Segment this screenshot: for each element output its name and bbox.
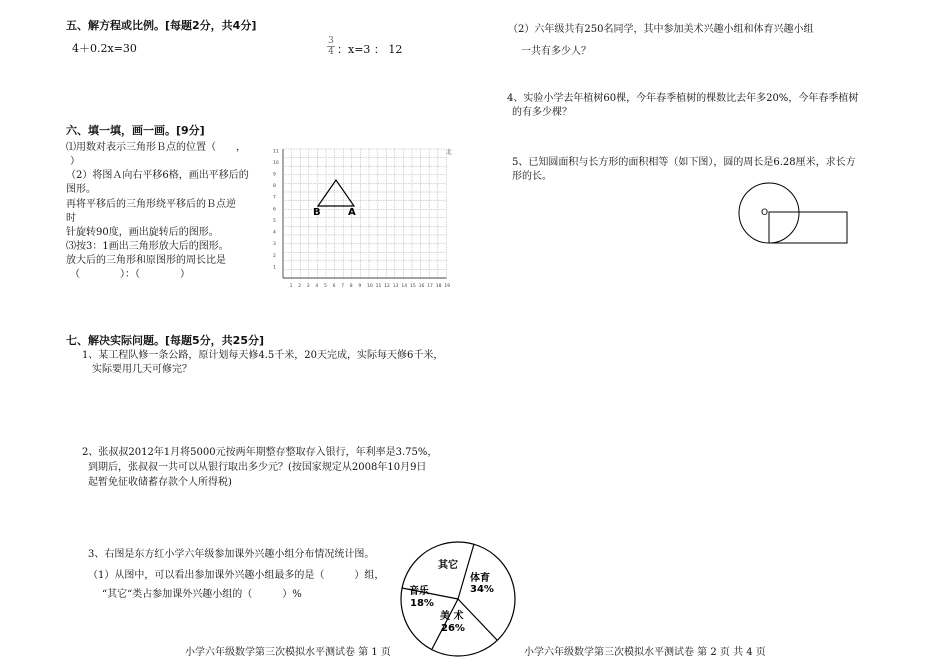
- fraction-denominator: 4: [328, 47, 334, 57]
- y-tick-label: 1: [273, 265, 276, 271]
- y-tick-label: 3: [273, 242, 276, 248]
- y-tick-labels: [273, 148, 279, 270]
- x-tick-label: 5: [324, 284, 327, 289]
- sec6-line-4: 图形。: [66, 184, 96, 195]
- equation-2-rest: ：x=3 ： 12: [337, 43, 403, 56]
- q1-line-1: 1、某工程队修一条公路，原计划每天修4.5千米，20天完成，实际每天修6千米，: [82, 350, 444, 361]
- pie-label-sports: 体育: [470, 573, 490, 584]
- pie-label-music: 音乐: [409, 586, 429, 597]
- x-tick-label: 6: [332, 284, 336, 289]
- section5-title: 五、解方程或比例。[每题2分，共4分]: [66, 19, 257, 32]
- north-label: 北: [446, 149, 453, 156]
- x-tick-label: 18: [435, 284, 442, 289]
- x-tick-label: 19: [444, 284, 451, 289]
- x-tick-label: 7: [341, 284, 345, 289]
- fraction-numerator: 3: [328, 36, 334, 46]
- x-tick-label: 2: [298, 284, 302, 289]
- section7-title: 七、解决实际问题。[每题5分，共25分]: [66, 334, 265, 347]
- grid-lines: [283, 149, 446, 278]
- coordinate-grid: [270, 143, 455, 301]
- q5-line-1: 5、已知圆面积与长方形的面积相等（如下图），圆的周长是6.28厘米，求长方: [512, 157, 856, 168]
- x-tick-label: 15: [410, 284, 416, 289]
- right-footer: 小学六年级数学第三次模拟水平测试卷 第 2 页 共 4 页: [524, 647, 766, 658]
- sec6-line-3: （2）将图Ａ向右平移6格，画出平移后的: [66, 170, 249, 181]
- x-tick-label: 14: [401, 284, 408, 289]
- point-a-label: A: [348, 207, 356, 218]
- circle-center-label: O: [761, 208, 769, 218]
- y-tick-label: 10: [273, 160, 279, 166]
- y-tick-label: 8: [273, 184, 276, 190]
- y-tick-label: 2: [273, 253, 276, 259]
- q3-line-2: （1）从图中，可以看出参加课外兴趣小组最多的是（ ）组，: [88, 570, 385, 581]
- section6-title: 六、填一填，画一画。[9分]: [66, 124, 205, 137]
- x-tick-label: 10: [367, 284, 373, 289]
- y-tick-label: 9: [273, 172, 276, 178]
- q2-line-2: 到期后，张叔叔一共可以从银行取出多少元？(按国家规定从2008年10月9日: [88, 462, 427, 473]
- circle-rectangle-figure: [735, 176, 855, 252]
- triangle-shape: [318, 180, 354, 206]
- x-tick-label: 16: [418, 284, 425, 289]
- q3-line-3: “其它“类占参加课外兴趣小组的（ ）%: [102, 589, 302, 600]
- pie-label-other: 其它: [438, 560, 458, 571]
- y-tick-label: 5: [273, 218, 276, 224]
- q1-line-2: 实际要用几天可修完？: [92, 364, 192, 375]
- q2-line-3: 起暂免征收储蓄存款个人所得税): [88, 477, 232, 488]
- sec6-line-8: ⑶按3：1画出三角形放大后的图形。: [66, 241, 229, 252]
- sec6-line-9: 放大后的三角形和原图形的周长比是: [66, 255, 226, 266]
- x-tick-label: 17: [427, 284, 433, 289]
- interest-group-pie-chart: [396, 533, 520, 663]
- x-tick-label: 11: [375, 284, 382, 289]
- sec6-line-5: 再将平移后的三角形绕平移后的Ｂ点逆: [66, 199, 236, 210]
- y-tick-label: 11: [273, 149, 279, 155]
- x-tick-labels: [290, 283, 451, 289]
- x-tick-label: 13: [392, 284, 399, 289]
- x-tick-label: 8: [349, 284, 353, 289]
- x-tick-label: 9: [358, 284, 362, 289]
- equation-1: 4＋0.2x=30: [72, 42, 137, 55]
- y-tick-label: 7: [273, 195, 276, 201]
- q3-line-1: 3、右图是东方红小学六年级参加课外兴趣小组分布情况统计图。: [88, 549, 375, 560]
- pie-pct-art: 26%: [441, 623, 465, 634]
- x-tick-label: 1: [289, 284, 293, 289]
- point-b-label: B: [313, 207, 321, 218]
- x-tick-label: 12: [384, 284, 390, 289]
- sec6-line-7: 针旋转90度，画出旋转后的图形。: [66, 227, 219, 238]
- sec6-line-6: 时: [66, 213, 76, 224]
- q2-line-1: 2、张叔叔2012年1月将5000元按两年期整存整取存入银行，年利率是3.75%，: [82, 447, 438, 458]
- sec6-line-1: ⑴用数对表示三角形Ｂ点的位置（ ，: [66, 142, 246, 153]
- left-footer: 小学六年级数学第三次模拟水平测试卷 第 1 页: [185, 647, 391, 658]
- right-q2-line-2: 一共有多少人？: [521, 46, 591, 57]
- x-tick-label: 4: [315, 284, 319, 289]
- pie-label-art: 美 术: [440, 611, 464, 622]
- q4-line-2: 的有多少棵？: [512, 107, 572, 118]
- x-tick-label: 3: [306, 284, 310, 289]
- sec6-line-2: ）: [70, 156, 80, 167]
- pie-pct-music: 18%: [410, 598, 434, 609]
- right-q2-line-1: （2）六年级共有250名同学，其中参加美术兴趣小组和体育兴趣小组: [508, 24, 814, 35]
- y-tick-label: 6: [273, 207, 276, 213]
- q5-line-2: 形的长。: [512, 171, 552, 182]
- sec6-line-10: （ ）：（ ）: [70, 269, 190, 280]
- y-tick-label: 4: [273, 230, 276, 236]
- q4-line-1: 4、实验小学去年植树60棵，今年春季植树的棵数比去年多20%，今年春季植树: [507, 93, 859, 104]
- pie-pct-sports: 34%: [470, 584, 494, 595]
- rectangle-shape: [769, 212, 847, 243]
